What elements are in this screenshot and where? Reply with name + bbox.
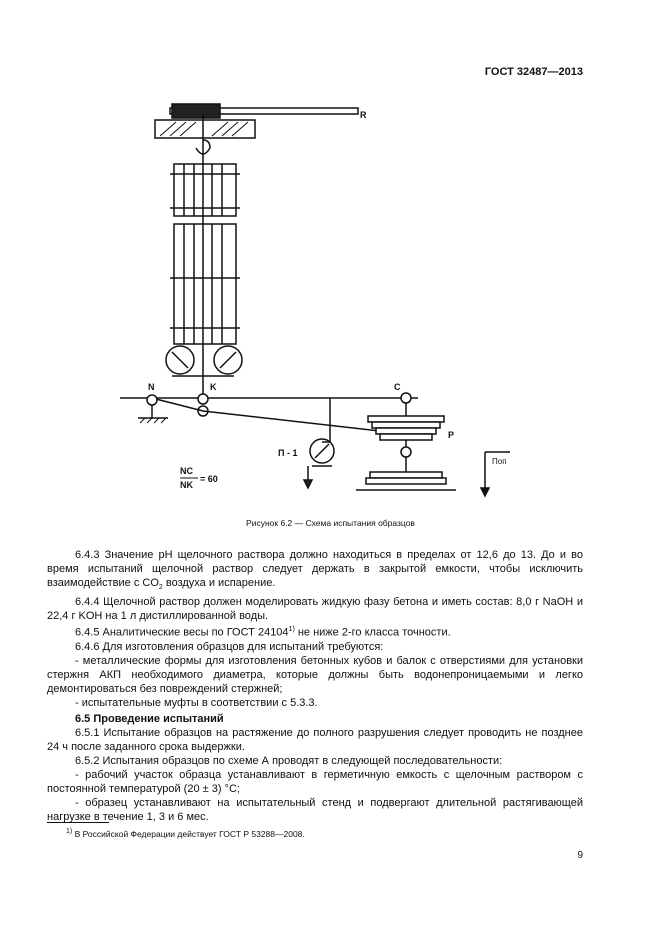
figure-caption: Рисунок 6.2 — Схема испытания образцов — [246, 518, 415, 528]
pivot-k — [198, 394, 208, 404]
body-text — [47, 548, 583, 824]
page-number: 9 — [577, 850, 583, 861]
paragraph-6-5-2: 6.5.2 Испытания образцов по схеме А проводят в следующей последовательности: — [75, 754, 503, 767]
base-platform — [370, 472, 442, 478]
label-frac-val: = 60 — [200, 474, 218, 484]
document-code: ГОСТ 32487—2013 — [484, 66, 583, 78]
label-frac-num: NC — [180, 466, 193, 476]
section-heading-6-5: 6.5 Проведение испытаний — [75, 712, 224, 725]
paragraph-6-4-6: 6.4.6 Для изготовления образцов для испытаний требуются: — [75, 640, 384, 653]
list-item: - рабочий участок образца устанавливают в герметичную емкость с щелочным раствором с постоянной температурой (20 ± 3) °С; — [47, 768, 583, 795]
footnote: $^{1)}$ В Российской Федерации действует ГОСТ Р 53288—2008. — [66, 828, 305, 839]
label-r: R — [360, 110, 367, 120]
label-p: P — [448, 430, 455, 440]
test-scheme-figure — [100, 96, 570, 508]
label-c: C — [394, 382, 401, 392]
paragraph-6-5-1: 6.5.1 Испытание образцов на растяжение до полного разрушения следует проводить не позднее 24 ч после заданного срока выдержки. — [47, 726, 583, 753]
support-n — [147, 395, 157, 405]
screw-nut — [172, 104, 220, 118]
label-k: K — [210, 382, 217, 392]
label-n: N — [148, 382, 155, 392]
list-item: - образец устанавливают на испытательный стенд и подвергают длительной растягивающей нагрузке в течение 1, 3 и 6 мес. — [47, 796, 583, 823]
footnote-divider — [47, 822, 109, 823]
paragraph-6-4-3: 6.4.3 Значение pH щелочного раствора должно находиться в пределах от 12,6 до 13. До и во время испытаний щелочной раствор следует держать в закрытой емкости, чтобы исключить взаимодействие с $CO_2$ воздуха и испарение. — [47, 549, 583, 592]
list-item: - металлические формы для изготовления бетонных кубов и балок с отверстиями для установки стержня АКП необходимого диаметра, которые должны быть водонепроницаемыми и легко демонтироваться без повреждений стержней; — [47, 654, 583, 695]
weight-stack — [368, 416, 444, 422]
label-frac-den: NK — [180, 480, 193, 490]
label-pop: Поп — [492, 457, 507, 466]
paragraph-6-4-5: 6.4.5 Аналитические весы по ГОСТ 24104$^{1)}$ не ниже 2-го класса точности. — [75, 626, 451, 639]
label-gauge: П - 1 — [278, 448, 298, 458]
paragraph-6-4-4: 6.4.4 Щелочной раствор должен моделировать жидкую фазу бетона и иметь состав: 8,0 г NaOH и 22,4 г KOH на 1 л дистиллированной воды. — [47, 596, 583, 623]
list-item: - испытательные муфты в соответствии с 5.3.3. — [75, 696, 318, 709]
point-c — [401, 393, 411, 403]
